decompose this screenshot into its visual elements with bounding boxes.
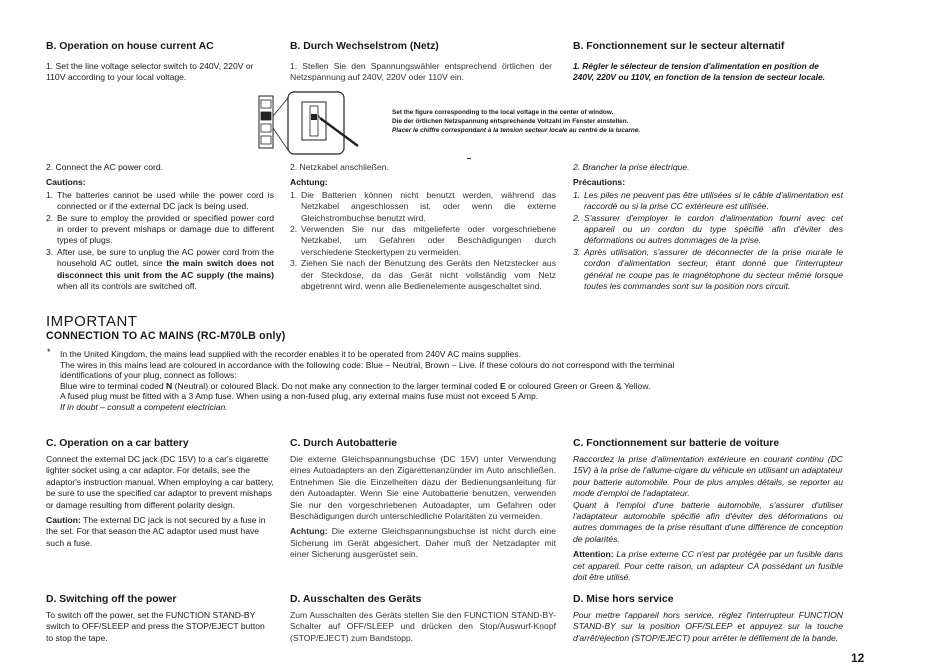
de-car-title: C. Durch Autobatterie	[290, 438, 397, 449]
voltage-selector-figure	[258, 88, 366, 160]
caution-text: After use, be sure to unplug the AC power cord from the household AC outlet, since	[57, 246, 274, 269]
de-house-title: B. Durch Wechselstrom (Netz)	[290, 41, 439, 52]
english-column	[46, 40, 274, 84]
connection-subheading: CONNECTION TO AC MAINS (RC-M70LB only)	[46, 330, 286, 342]
caution-text: Les piles ne peuvent pas être utilisées si le câble d'alimentation est raccordé ou si la prise CC extérieure est utilisée.	[584, 189, 843, 212]
voltage-selector-illustration	[258, 88, 366, 160]
fr-car-section	[573, 437, 843, 583]
list-number: 3.	[290, 258, 298, 269]
list-item	[46, 190, 274, 213]
notice-text: (Neutral) or coloured Black. Do not make any connection to the larger terminal coded	[172, 380, 500, 391]
important-notice	[47, 347, 700, 413]
caution-text: The external DC jack is not secured by a fuse in the set. For that season the AC adaptor used must have such a fuse.	[46, 515, 266, 548]
list-number: 2.	[573, 212, 581, 223]
german-column	[290, 40, 556, 84]
fr-cautions-title: Précautions:	[573, 177, 626, 188]
page-number: 12	[851, 651, 865, 665]
list-number: 1.	[290, 189, 298, 200]
notice-line-2: The wires in this mains lead are coloured in accordance with the following code: Blue – Neutral, Brown – Live. If these colours do not correspond with the terminal identifications of your plug, connect as follows:	[60, 359, 675, 381]
list-item	[573, 213, 843, 247]
important-heading: IMPORTANT	[46, 313, 138, 330]
list-item	[573, 247, 843, 293]
en-car-text: Connect the external DC jack (DC 15V) to a car's cigarette lighter socket using a car adaptor. For details, see the adaptor's instruction manual. When employing a car battery, be sure to use the specified car adaptor to prevent mishaps or damage resulting from different polarity design.	[46, 454, 274, 510]
english-cautions-block	[46, 162, 274, 292]
caution-text: when all its controls are switched off.	[57, 281, 197, 292]
caution-text: Die Batterien können nicht benutzt werden, während das Netzkabel angeschlossen ist, oder wenn die externe Gleichstrombuchse benutzt wird.	[301, 189, 556, 223]
caution-text: Be sure to employ the provided or specified power cord in order to prevent mishaps or damage due to different types of plugs.	[57, 212, 274, 246]
en-switch-text: To switch off the power, set the FUNCTION STAND-BY switch to OFF/SLEEP and press the STOP/EJECT button to stop the tape.	[46, 610, 265, 643]
caution-text: Verwenden Sie nur das mitgelieferte oder vorgeschriebene Netzkabel, um Gefahren oder Beschädigungen durch verschiedene Steckertypen zu vermeiden.	[301, 224, 556, 257]
list-number: 1.	[46, 189, 54, 200]
figure-caption	[392, 109, 752, 135]
list-item	[573, 190, 843, 213]
de-switch-text: Zum Ausschalten des Geräts stellen Sie den FUNCTION STAND-BY-Schalter auf OFF/SLEEP und drücken den Stop/Auswurf-Knopf (STOP/EJECT) zum Bandstopp.	[290, 610, 556, 643]
fr-switch-text: Pour mettre l'appareil hors service, réglez l'interrupteur FUNCTION STAND-BY sur la position OFF/SLEEP et appuyez sur la touche d'arrêt/éjection (STOP/EJECT) pour arrêter le défilement de la bande.	[573, 610, 843, 643]
list-item	[290, 224, 556, 258]
en-house-title: B. Operation on house current AC	[46, 41, 214, 52]
list-number: 2.	[290, 224, 298, 235]
en-car-title: C. Operation on a car battery	[46, 438, 189, 449]
fr-step1: 1. Régler le sélecteur de tension d'alimentation en position de 240V, 220V ou 110V, en fonction de la tension de secteur locale.	[573, 61, 825, 83]
notice-line-4: A fused plug must be fitted with a 3 Amp fuse. When using a non-fused plug, any external mains fuse must not exceed 5 Amp.	[60, 391, 539, 402]
en-car-section	[46, 437, 274, 549]
caution-label: Attention:	[573, 549, 614, 560]
de-car-section	[290, 437, 556, 561]
fr-car-text-2: Quant à l'emploi d'une batterie automobile, s'assurer d'utiliser l'adaptateur automobile spécifié afin d'éviter des déformations ou autres dommages de la prise résultant d'une différence de conception de polarités.	[573, 499, 843, 544]
de-cautions-title: Achtung:	[290, 177, 328, 188]
de-switch-title: D. Ausschalten des Geräts	[290, 594, 422, 605]
fr-house-title: B. Fonctionnement sur le secteur alternatif	[573, 41, 785, 52]
notice-line-3	[60, 381, 700, 392]
notice-line-1: In the United Kingdom, the mains lead supplied with the recorder enables it to be operated from 240V AC mains supplies.	[60, 349, 521, 359]
en-switch-section	[46, 593, 274, 644]
terminal-code-e: E	[499, 380, 506, 391]
de-car-text: Die externe Gleichspannungsbuchse (DC 15V) unter Verwendung eines Autoadapters an den Zigarettenanzünder im Auto anschließen. Entnehmen Sie die Einzelheiten dazu der Bedienungsanleitung für den Autoadapter. Wenn Sie eine Autobatterie benutzen, verwenden Sie nur den vorgeschriebenen Autoadapter, um Gefahren oder Beschädigungen durch unterschiedliche Polaritäten zu vermeiden.	[290, 454, 556, 522]
caution-text: Ziehen Sie nach der Benutzung des Geräts den Netzstecker aus der Steckdose, da das Gerät nicht vollständig vom Netz abgetrennt wird, wenn alle Bedienelemente ausgeschaltet sind.	[301, 258, 556, 292]
caution-text: Die externe Gleichspannungsbuchse ist nicht durch eine Sicherung im Gerät abgesichert. Daher muß der Netzadapter mit einer Sicherung ausgerüstet sein.	[290, 526, 556, 560]
french-column	[573, 40, 843, 84]
figure-caption-fr: Placer le chiffre correspondant à la tension secteur locale au centre de la lucarne.	[392, 126, 641, 134]
stray-mark	[467, 158, 471, 159]
de-step1: 1. Stellen Sie den Spannungswähler entsprechend örtlichen der Netzspannung auf 240V, 220V oder 110V ein.	[290, 61, 552, 83]
de-cautions-list	[290, 190, 556, 293]
notice-line-5: If in doubt – consult a competent electrician.	[60, 401, 228, 412]
caution-text: The batteries cannot be used while the power cord is connected or if the external DC jack is being used.	[57, 189, 274, 212]
en-switch-title: D. Switching off the power	[46, 594, 177, 605]
german-cautions-block	[290, 162, 556, 292]
fr-car-text: Raccordez la prise d'alimentation extérieure en courant continu (DC 15V) à la prise de l'allume-cigare du véhicule en utilisant un adaptateur pour batterie automobile. Pour de plus amples détails, se reporter au mode d'emploi de l'adaptateur.	[573, 454, 843, 499]
fr-switch-title: D. Mise hors service	[573, 594, 674, 605]
french-cautions-block	[573, 162, 843, 292]
fr-car-title: C. Fonctionnement sur batterie de voiture	[573, 438, 780, 449]
figure-caption-en: Set the figure corresponding to the local voltage in the center of window.	[392, 109, 614, 116]
caution-label: Achtung:	[290, 526, 328, 537]
list-number: 1.	[573, 189, 581, 200]
en-step2: 2. Connect the AC power cord.	[46, 162, 164, 172]
list-item	[290, 258, 556, 292]
list-item	[290, 190, 556, 224]
list-item	[46, 247, 274, 293]
en-cautions-title: Cautions:	[46, 177, 86, 188]
de-step2: 2. Netzkabel anschließen.	[290, 162, 389, 172]
caution-text: Après utilisation, s'assurer de déconnecter de la prise murale le cordon d'alimentation secteur, étant donné que l'interrupteur général ne coupe pas le magnétophone du secteur même lorsque toutes les commandes sont sur la position nors circuit.	[584, 246, 843, 292]
en-car-caution	[46, 515, 274, 549]
figure-caption-de: Die der örtlichen Netzspannung entsprechende Voltzahl im Fenster einstellen.	[392, 117, 629, 125]
notice-text: Blue wire to terminal coded	[60, 380, 167, 391]
list-number: 3.	[46, 246, 54, 257]
de-car-caution	[290, 526, 556, 560]
list-item	[46, 213, 274, 247]
list-number: 2.	[46, 212, 54, 223]
fr-car-caution	[573, 549, 843, 583]
caution-text: La prise externe CC n'est par protégée par un fusible dans cet appareil. Pour cette raison, un adapteur CA possédant un fusible doit être utilisé.	[573, 549, 843, 583]
list-number: 3.	[573, 246, 581, 257]
de-switch-section	[290, 593, 556, 644]
en-step1: 1. Set the line voltage selector switch to 240V, 220V or 110V according to your local voltage.	[46, 61, 254, 83]
caution-text: S'assurer d'employer le cordon d'alimentation fourni avec cet appareil ou un cordon du type spécifié afin d'éviter des déformations ou autres dommages de la prise.	[584, 212, 843, 246]
fr-switch-section	[573, 593, 843, 644]
en-cautions-list	[46, 190, 274, 293]
asterisk-bullet: *	[47, 347, 51, 357]
caution-text-bold: the main switch does not disconnect this unit from the AC supply (the mains)	[57, 258, 274, 280]
notice-text: or coloured Green or Green & Yellow.	[505, 380, 651, 391]
fr-step2: 2. Brancher la prise électrique.	[573, 162, 690, 172]
fr-cautions-list	[573, 190, 843, 293]
caution-label: Caution:	[46, 515, 81, 526]
terminal-code-n: N	[166, 380, 173, 391]
